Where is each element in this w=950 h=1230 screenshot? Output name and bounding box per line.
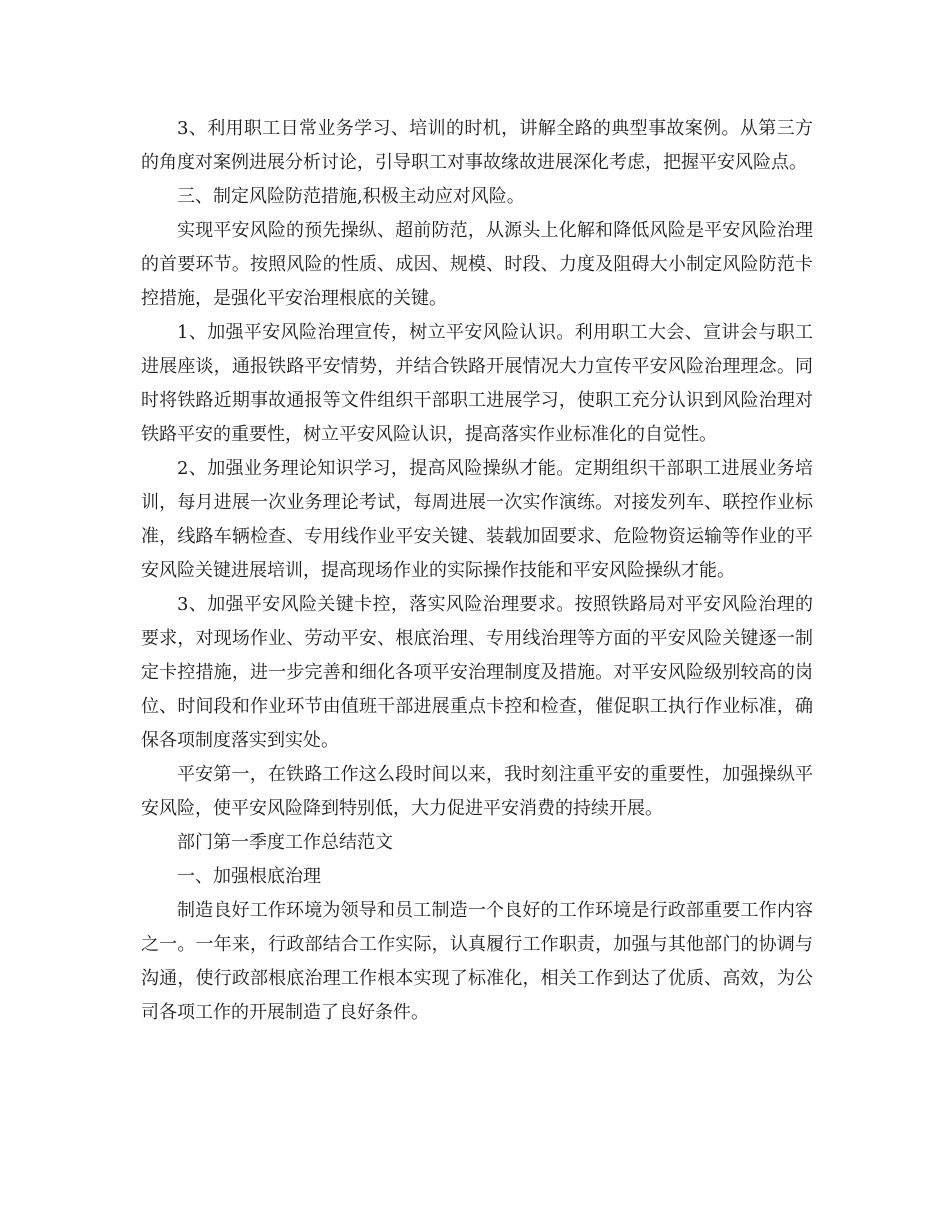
paragraph-safety-awareness: 1、加强平安风险治理宣传，树立平安风险认识。利用职工大会、宣讲会与职工进展座谈，通报铁路平安情势，并结合铁路开展情况大力宣传平安风险治理理念。同时将铁路近期事故通报等文件组织干部职工进展学习，使职工充分认识到风险治理对铁路平安的重要性，树立平安风险认识，提高落实作业标准化的自觉性。 xyxy=(141,322,813,445)
document-subtitle-quarter-summary: 部门第一季度工作总结范文 xyxy=(177,832,393,853)
paragraph-risk-prevention: 实现平安风险的预先操纵、超前防范，从源头上化解和降低风险是平安风险治理的首要环节。按照风险的性质、成因、规模、时段、力度及阻碍大小制定风险防范卡控措施，是强化平安治理根底的关键。 xyxy=(141,220,813,309)
section-heading-basic-management: 一、加强根底治理 xyxy=(177,866,321,887)
document-body xyxy=(141,112,813,1030)
section-heading-risk-measures: 三、制定风险防范措施,积极主动应对风险。 xyxy=(177,186,525,207)
paragraph-safety-first: 平安第一，在铁路工作这么段时间以来，我时刻注重平安的重要性，加强操纵平安风险，使平安风险降到特别低，大力促进平安消费的持续开展。 xyxy=(141,764,813,819)
paragraph-key-control: 3、加强平安风险关键卡控，落实风险治理要求。按照铁路局对平安风险治理的要求，对现场作业、劳动平安、根底治理、专用线治理等方面的平安风险关键逐一制定卡控措施，进一步完善和细化各项平安治理制度及措施。对平安风险级别较高的岗位、时间段和作业环节由值班干部进展重点卡控和检查，催促职工执行作业标准，确保各项制度落实到实处。 xyxy=(141,594,813,751)
paragraph-case-study: 3、利用职工日常业务学习、培训的时机，讲解全路的典型事故案例。从第三方的角度对案例进展分析讨论，引导职工对事故缘故进展深化考虑，把握平安风险点。 xyxy=(141,118,813,173)
paragraph-knowledge-training: 2、加强业务理论知识学习，提高风险操纵才能。定期组织干部职工进展业务培训，每月进展一次业务理论考试，每周进展一次实作演练。对接发列车、联控作业标准，线路车辆检查、专用线作业平安关键、装载加固要求、危险物资运输等作业的平安风险关键进展培训，提高现场作业的实际操作技能和平安风险操纵才能。 xyxy=(141,458,813,581)
paragraph-work-environment: 制造良好工作环境为领导和员工制造一个良好的工作环境是行政部重要工作内容之一。一年来，行政部结合工作实际，认真履行工作职责，加强与其他部门的协调与沟通，使行政部根底治理工作根本实现了标准化，相关工作到达了优质、高效，为公司各项工作的开展制造了良好条件。 xyxy=(141,900,813,1023)
